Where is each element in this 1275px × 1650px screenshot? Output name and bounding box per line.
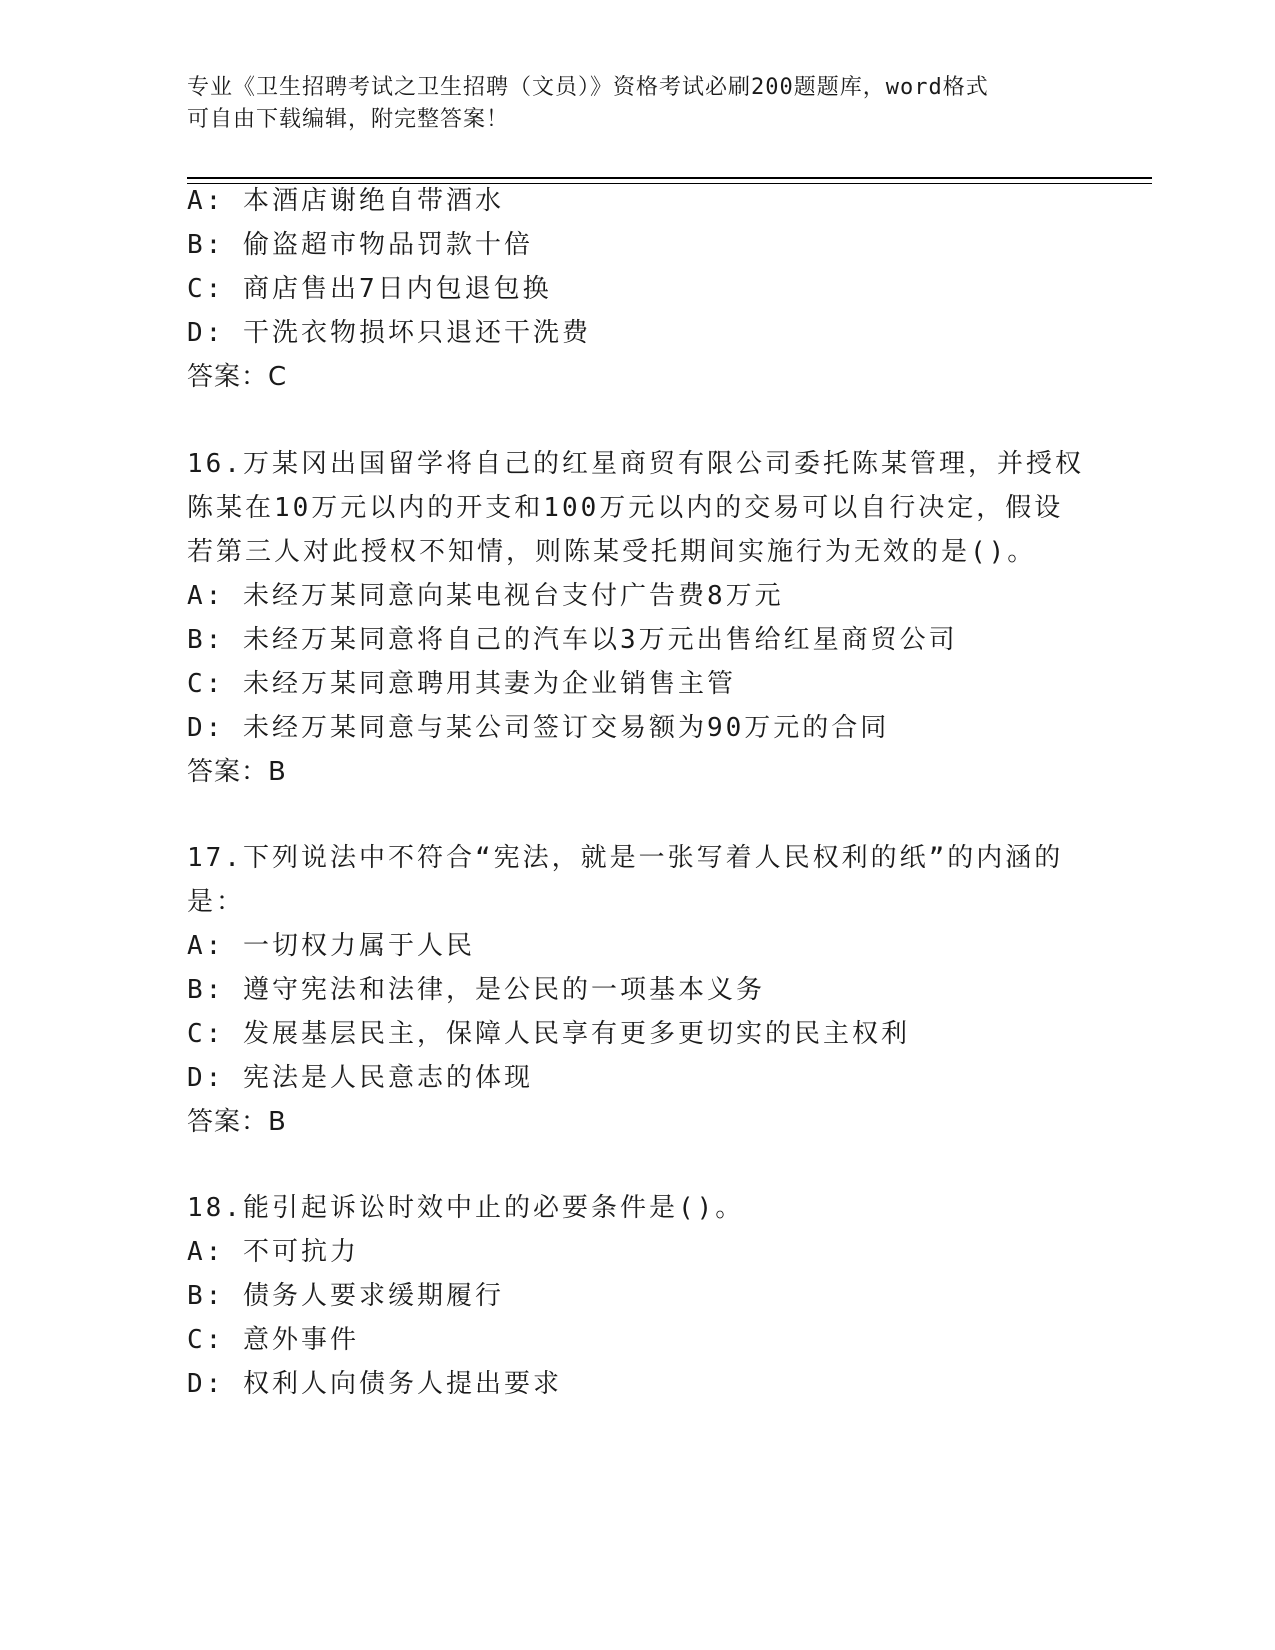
q15-option-d: D: 干洗衣物损坏只退还干洗费 (187, 318, 591, 348)
q15-option-a: A: 本酒店谢绝自带酒水 (187, 186, 504, 216)
q15-answer: 答案：C (187, 362, 288, 392)
q18-stem-line-1: 18.能引起诉讼时效中止的必要条件是()。 (187, 1193, 745, 1223)
q15-option-b: B: 偷盗超市物品罚款十倍 (187, 230, 533, 260)
q18-option-a: A: 不可抗力 (187, 1237, 359, 1267)
q17-option-b: B: 遵守宪法和法律，是公民的一项基本义务 (187, 975, 765, 1005)
q17-answer: 答案：B (187, 1107, 287, 1137)
q17-option-a: A: 一切权力属于人民 (187, 931, 475, 961)
q16-option-b: B: 未经万某同意将自己的汽车以3万元出售给红星商贸公司 (187, 625, 958, 655)
q17-option-c: C: 发展基层民主，保障人民享有更多更切实的民主权利 (187, 1019, 910, 1049)
q15-option-c: C: 商店售出7日内包退包换 (187, 274, 552, 304)
q16-stem-line-1: 16.万某冈出国留学将自己的红星商贸有限公司委托陈某管理，并授权 (187, 449, 1084, 479)
q16-answer: 答案：B (187, 757, 287, 787)
q16-stem-line-3: 若第三人对此授权不知情，则陈某受托期间实施行为无效的是()。 (187, 537, 1037, 567)
q16-option-d: D: 未经万某同意与某公司签订交易额为90万元的合同 (187, 713, 890, 743)
header-line-1: 专业《卫生招聘考试之卫生招聘（文员）》资格考试必刷200题题库，word格式 (187, 75, 989, 100)
q18-option-d: D: 权利人向债务人提出要求 (187, 1369, 562, 1399)
q16-stem-line-2: 陈某在10万元以内的开支和100万元以内的交易可以自行决定，假设 (187, 493, 1064, 523)
q17-stem-line-1: 17.下列说法中不符合“宪法，就是一张写着人民权利的纸”的内涵的 (187, 843, 1064, 873)
q16-option-c: C: 未经万某同意聘用其妻为企业销售主管 (187, 669, 736, 699)
q17-stem-line-2: 是： (187, 887, 246, 917)
header-divider-thin (187, 183, 1152, 184)
q16-option-a: A: 未经万某同意向某电视台支付广告费8万元 (187, 581, 784, 611)
q18-option-c: C: 意外事件 (187, 1325, 359, 1355)
document-header (187, 72, 1087, 136)
q17-option-d: D: 宪法是人民意志的体现 (187, 1063, 533, 1093)
header-divider-thick (187, 177, 1152, 179)
q18-option-b: B: 债务人要求缓期履行 (187, 1281, 504, 1311)
header-line-2: 可自由下载编辑，附完整答案！ (187, 107, 510, 132)
